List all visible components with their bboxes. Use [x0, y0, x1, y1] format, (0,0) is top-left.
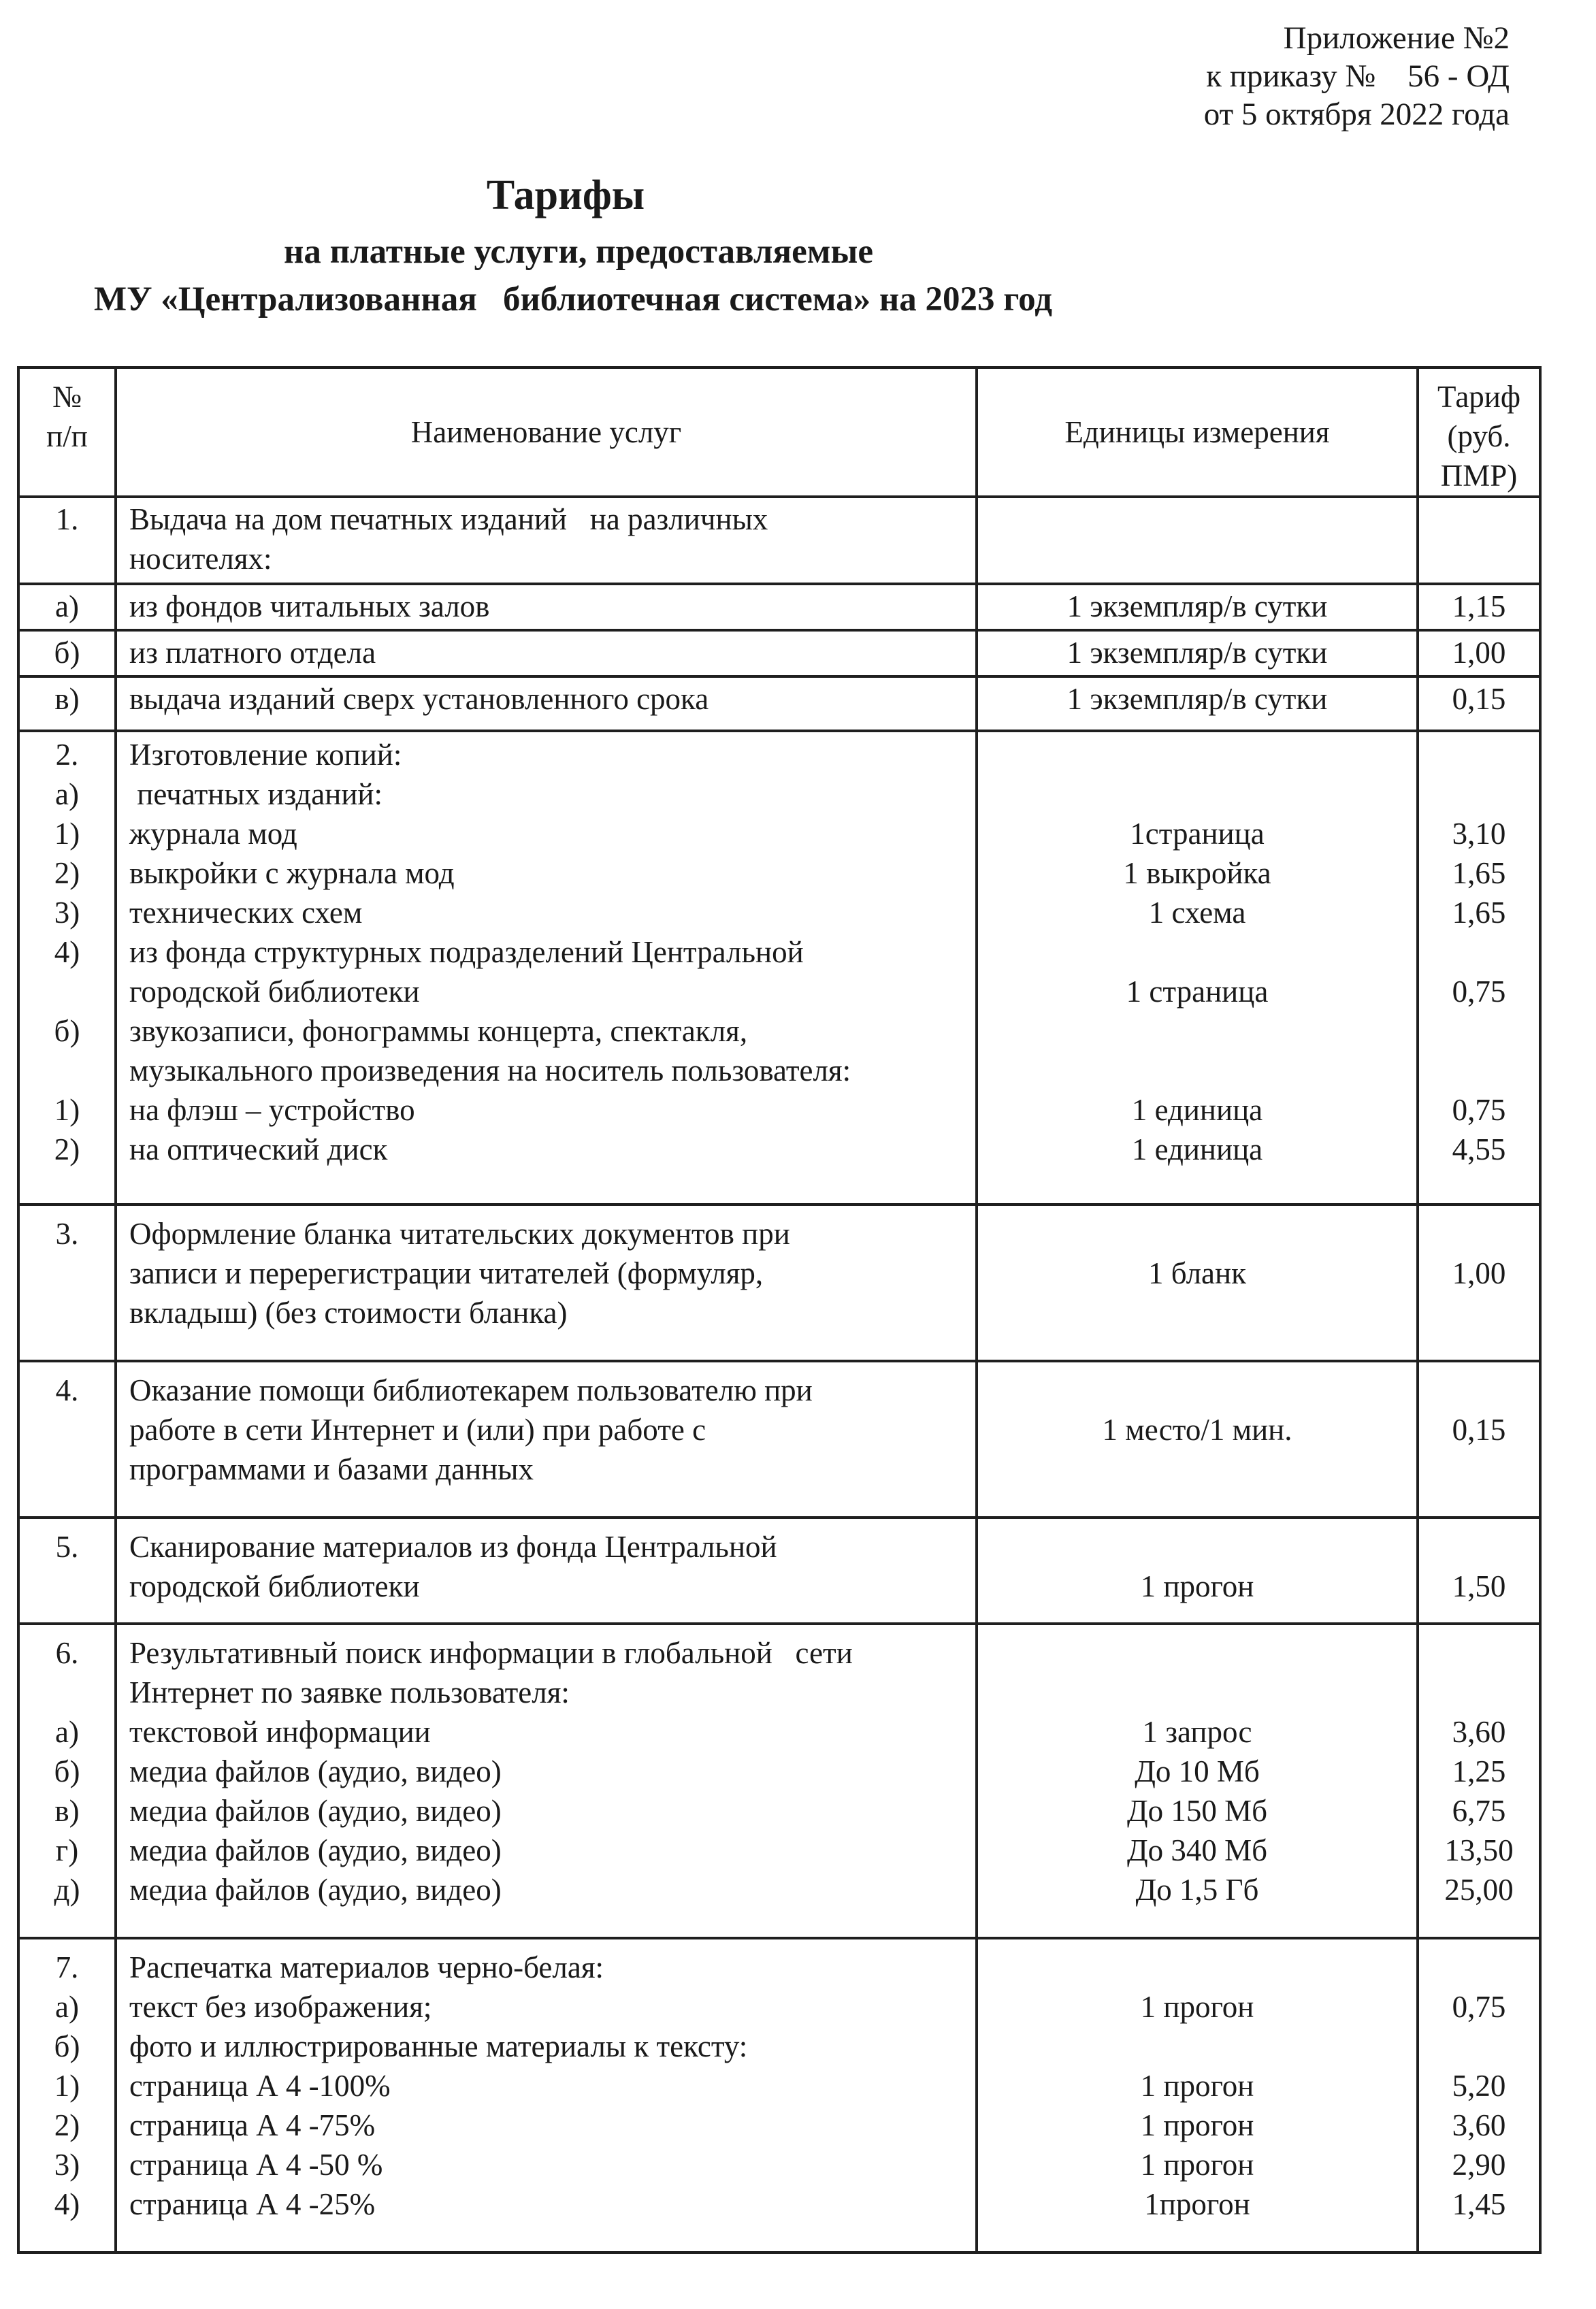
unit-line — [978, 1051, 1416, 1090]
service-name-cell — [116, 1624, 977, 1938]
unit-line: 1 экземпляр/в сутки — [1066, 636, 1328, 670]
service-name-line: Выдача на дом печатных изданий на различных — [129, 502, 768, 536]
service-name-cell — [116, 731, 977, 1205]
unit-line: 1 прогон — [1140, 2069, 1254, 2103]
unit-line — [978, 735, 1416, 774]
row-number-line: 2) — [54, 1132, 80, 1166]
unit-line: 1 единица — [1131, 1093, 1263, 1127]
service-name-cell — [116, 1205, 977, 1361]
tariff-line — [1419, 1527, 1539, 1567]
header-tariff-line: ПМР) — [1440, 459, 1518, 493]
tariff-line: 25,00 — [1444, 1873, 1514, 1907]
unit-line — [978, 1011, 1416, 1051]
service-name-cell — [116, 584, 977, 630]
row-number-cell — [18, 1938, 116, 2253]
table-row — [18, 731, 1540, 1205]
row-number-cell — [18, 630, 116, 676]
tariff-line — [1419, 1633, 1539, 1673]
row-number-line: 6. — [55, 1636, 79, 1670]
service-name-line: вкладыш) (без стоимости бланка) — [129, 1296, 568, 1330]
document-title: Тарифы — [486, 172, 645, 218]
service-name-line: печатных изданий: — [129, 777, 383, 811]
unit-line — [978, 500, 1416, 539]
unit-cell — [977, 1624, 1418, 1938]
row-number-cell — [18, 1205, 116, 1361]
tariff-line — [1419, 1051, 1539, 1090]
tariff-cell — [1418, 1624, 1540, 1938]
service-name-line: городской библиотеки — [129, 975, 420, 1009]
service-name-line: из платного отдела — [129, 636, 376, 670]
unit-cell — [977, 1518, 1418, 1624]
row-number-line: 2) — [54, 856, 80, 890]
annex-line-1: Приложение №2 — [1283, 20, 1510, 56]
row-number-line: 5. — [55, 1530, 79, 1564]
tariff-line: 3,10 — [1452, 817, 1506, 851]
tariff-cell — [1418, 731, 1540, 1205]
unit-line: 1 страница — [1126, 975, 1269, 1009]
row-number-cell — [18, 1624, 116, 1938]
row-number-line: 4) — [54, 935, 80, 969]
header-number-line: п/п — [46, 419, 88, 453]
unit-line — [978, 1948, 1416, 1987]
row-number-line — [20, 1673, 114, 1712]
row-number-line: б) — [54, 2029, 80, 2063]
row-number-line: 2. — [55, 738, 79, 772]
tariff-line: 13,50 — [1444, 1833, 1514, 1867]
service-name-line: городской библиотеки — [129, 1569, 420, 1603]
tariff-line: 5,20 — [1452, 2069, 1506, 2103]
tariff-cell — [1418, 676, 1540, 731]
unit-line: До 1,5 Гб — [1135, 1873, 1259, 1907]
service-name-line: медиа файлов (аудио, видео) — [129, 1794, 502, 1828]
unit-line: До 150 Мб — [1126, 1794, 1268, 1828]
tariff-line: 1,15 — [1452, 589, 1506, 623]
tariff-line: 0,75 — [1452, 975, 1506, 1009]
unit-line: 1 прогон — [1140, 2108, 1254, 2142]
unit-cell — [977, 584, 1418, 630]
header-number-line: № — [52, 380, 82, 414]
service-name-line: страница А 4 -50 % — [129, 2148, 383, 2182]
row-number-cell — [18, 731, 116, 1205]
unit-line: 1 выкройка — [1123, 856, 1271, 890]
row-number-cell — [18, 676, 116, 731]
service-name-line: выкройки с журнала мод — [129, 856, 455, 890]
row-number-line: 4) — [54, 2187, 80, 2221]
row-number-line — [20, 1051, 114, 1090]
unit-line: До 10 Мб — [1135, 1754, 1260, 1788]
unit-line: 1 место/1 мин. — [1102, 1413, 1292, 1447]
row-number-line: 3) — [54, 2148, 80, 2182]
tariff-line — [1419, 1293, 1539, 1332]
header-tariff — [1418, 367, 1540, 497]
service-name-line: Интернет по заявке пользователя: — [129, 1675, 570, 1709]
row-number-line: д) — [54, 1873, 80, 1907]
table-header-row — [18, 367, 1540, 497]
tariff-line: 1,25 — [1452, 1754, 1506, 1788]
unit-line: 1 единица — [1131, 1132, 1263, 1166]
tariff-line: 1,65 — [1452, 896, 1506, 930]
service-name-line: страница А 4 -25% — [129, 2187, 376, 2221]
service-name-line: медиа файлов (аудио, видео) — [129, 1873, 502, 1907]
unit-line — [978, 1450, 1416, 1489]
row-number-line: г) — [55, 1833, 79, 1867]
header-tariff-line: (руб. — [1447, 419, 1511, 453]
row-number-cell — [18, 1518, 116, 1624]
header-unit: Единицы измерения — [977, 367, 1418, 497]
table-row — [18, 1205, 1540, 1361]
tariff-line — [1419, 1214, 1539, 1254]
service-name-line: музыкального произведения на носитель пользователя: — [129, 1053, 851, 1087]
row-number-line: в) — [54, 1794, 80, 1828]
unit-line: 1страница — [1130, 817, 1265, 851]
table-row — [18, 630, 1540, 676]
tariff-cell — [1418, 584, 1540, 630]
row-number-line: а) — [55, 1715, 79, 1749]
row-number-line: 3. — [55, 1217, 79, 1251]
tariff-cell — [1418, 630, 1540, 676]
row-number-line: 7. — [55, 1950, 79, 1984]
tariff-line — [1419, 1948, 1539, 1987]
row-number-line: б) — [54, 1754, 80, 1788]
unit-line: 1 запрос — [1142, 1715, 1252, 1749]
annex-line-2: к приказу № 56 - ОД — [1206, 59, 1510, 94]
row-number-line: а) — [55, 1990, 79, 2024]
service-name-line: программами и базами данных — [129, 1452, 534, 1486]
tariff-line — [1419, 2027, 1539, 2066]
unit-cell — [977, 1361, 1418, 1518]
row-number-line: 1) — [54, 2069, 80, 2103]
tariff-line: 3,60 — [1452, 1715, 1506, 1749]
row-number-line: а) — [55, 589, 79, 623]
tariff-line: 6,75 — [1452, 1794, 1506, 1828]
tariff-cell — [1418, 1205, 1540, 1361]
annex-line-3: от 5 октября 2022 года — [1203, 97, 1510, 132]
tariff-cell — [1418, 1938, 1540, 2253]
unit-line — [978, 1527, 1416, 1567]
table-row — [18, 1518, 1540, 1624]
unit-cell — [977, 497, 1418, 584]
row-number-cell — [18, 584, 116, 630]
row-number-line: б) — [54, 1014, 80, 1048]
tariffs-table — [17, 366, 1542, 2254]
row-number-line: 4. — [55, 1373, 79, 1407]
row-number-line: 1) — [54, 817, 80, 851]
unit-line: До 340 Мб — [1126, 1833, 1268, 1867]
service-name-line: фото и иллюстрированные материалы к тексту: — [129, 2029, 748, 2063]
unit-line: 1 прогон — [1140, 2148, 1254, 2182]
service-name-line: записи и перерегистрации читателей (формуляр, — [129, 1256, 764, 1290]
service-name-line: Изготовление копий: — [129, 738, 402, 772]
tariff-line: 0,75 — [1452, 1990, 1506, 2024]
unit-line: 1 схема — [1148, 896, 1246, 930]
unit-cell — [977, 630, 1418, 676]
tariff-line: 0,15 — [1452, 682, 1506, 716]
tariff-line — [1419, 1011, 1539, 1051]
service-name-line: страница А 4 -75% — [129, 2108, 376, 2142]
table-row — [18, 1938, 1540, 2253]
header-number — [18, 367, 116, 497]
tariff-line: 0,75 — [1452, 1093, 1506, 1127]
unit-line: 1прогон — [1144, 2187, 1250, 2221]
service-name-cell — [116, 497, 977, 584]
table-row — [18, 497, 1540, 584]
service-name-line: страница А 4 -100% — [129, 2069, 391, 2103]
document-subtitle-1: на платные услуги, предоставляемые — [284, 233, 873, 271]
table-row — [18, 676, 1540, 731]
unit-line — [978, 2027, 1416, 2066]
tariff-line: 2,90 — [1452, 2148, 1506, 2182]
annex-note — [1204, 19, 1510, 133]
service-name-line: текстовой информации — [129, 1715, 431, 1749]
tariff-cell — [1418, 497, 1540, 584]
tariff-cell — [1418, 1361, 1540, 1518]
row-number-line: 1. — [55, 502, 79, 536]
service-name-line: Сканирование материалов из фонда Центральной — [129, 1530, 777, 1564]
unit-cell — [977, 1938, 1418, 2253]
service-name-line: технических схем — [129, 896, 363, 930]
unit-line — [978, 932, 1416, 972]
service-name-line: из фондов читальных залов — [129, 589, 490, 623]
service-name-line: Оказание помощи библиотекарем пользователю при — [129, 1373, 813, 1407]
service-name-line: на оптический диск — [129, 1132, 388, 1166]
tariff-line: 4,55 — [1452, 1132, 1506, 1166]
document-subtitle-2: МУ «Централизованная библиотечная система» на 2023 год — [93, 280, 1052, 318]
unit-line — [978, 1633, 1416, 1673]
tariff-line: 3,60 — [1452, 2108, 1506, 2142]
tariff-line: 1,45 — [1452, 2187, 1506, 2221]
unit-line — [978, 1673, 1416, 1712]
unit-line: 1 экземпляр/в сутки — [1066, 589, 1328, 623]
service-name-cell — [116, 1938, 977, 2253]
tariff-line — [1419, 1450, 1539, 1489]
unit-line — [978, 774, 1416, 814]
tariff-line: 0,15 — [1452, 1413, 1506, 1447]
service-name-line: медиа файлов (аудио, видео) — [129, 1754, 502, 1788]
row-number-cell — [18, 497, 116, 584]
service-name-line: из фонда структурных подразделений Центральной — [129, 935, 804, 969]
tariff-line — [1419, 1371, 1539, 1410]
table-row — [18, 1624, 1540, 1938]
service-name-line: Распечатка материалов черно-белая: — [129, 1950, 604, 1984]
unit-line: 1 прогон — [1140, 1990, 1254, 2024]
header-service-name: Наименование услуг — [116, 367, 977, 497]
header-tariff-line: Тариф — [1437, 380, 1521, 414]
tariff-cell — [1418, 1518, 1540, 1624]
tariff-line: 1,00 — [1452, 636, 1506, 670]
unit-line: 1 прогон — [1140, 1569, 1254, 1603]
unit-line — [978, 1371, 1416, 1410]
unit-line — [978, 1214, 1416, 1254]
table-row — [18, 1361, 1540, 1518]
service-name-line: звукозаписи, фонограммы концерта, спектакля, — [129, 1014, 748, 1048]
tariff-line — [1419, 774, 1539, 814]
service-name-line: медиа файлов (аудио, видео) — [129, 1833, 502, 1867]
service-name-line: Оформление бланка читательских документов при — [129, 1217, 790, 1251]
service-name-cell — [116, 676, 977, 731]
unit-line — [978, 1293, 1416, 1332]
service-name-cell — [116, 630, 977, 676]
service-name-line: на флэш – устройство — [129, 1093, 415, 1127]
row-number-line: 3) — [54, 896, 80, 930]
unit-line: 1 экземпляр/в сутки — [1066, 682, 1328, 716]
row-number-line — [20, 972, 114, 1011]
service-name-line: Результативный поиск информации в глобальной сети — [129, 1636, 853, 1670]
unit-cell — [977, 676, 1418, 731]
row-number-line: 1) — [54, 1093, 80, 1127]
unit-cell — [977, 731, 1418, 1205]
tariff-line — [1419, 500, 1539, 539]
unit-line: 1 бланк — [1148, 1256, 1246, 1290]
tariff-line — [1419, 932, 1539, 972]
row-number-line: б) — [54, 636, 80, 670]
service-name-line: носителях: — [129, 542, 272, 576]
tariff-line: 1,50 — [1452, 1569, 1506, 1603]
service-name-line: текст без изображения; — [129, 1990, 432, 2024]
service-name-cell — [116, 1518, 977, 1624]
service-name-line: журнала мод — [129, 817, 297, 851]
unit-cell — [977, 1205, 1418, 1361]
row-number-line: а) — [55, 777, 79, 811]
row-number-line: в) — [54, 682, 80, 716]
service-name-cell — [116, 1361, 977, 1518]
service-name-line: работе в сети Интернет и (или) при работе с — [129, 1413, 706, 1447]
table-row — [18, 584, 1540, 630]
tariff-line — [1419, 735, 1539, 774]
tariff-line: 1,00 — [1452, 1256, 1506, 1290]
row-number-cell — [18, 1361, 116, 1518]
tariff-line — [1419, 1673, 1539, 1712]
row-number-line: 2) — [54, 2108, 80, 2142]
tariff-line: 1,65 — [1452, 856, 1506, 890]
service-name-line: выдача изданий сверх установленного срока — [129, 682, 709, 716]
